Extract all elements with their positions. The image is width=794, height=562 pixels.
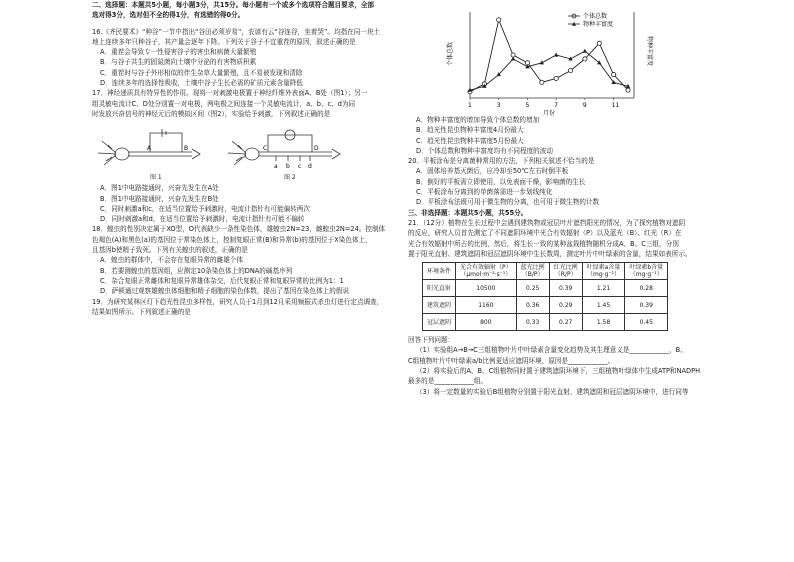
table-row bbox=[423, 297, 668, 314]
option-a: A．物种丰富度的增加导致个体总数的增加 bbox=[416, 116, 540, 124]
data-point bbox=[525, 61, 529, 65]
header-cell: 蓝光比例 （B/P） bbox=[516, 263, 549, 280]
data-point bbox=[583, 57, 587, 61]
label-d: d bbox=[308, 163, 312, 171]
right-column bbox=[408, 0, 768, 397]
header-cell: 叶绿素a含量 （mg·g⁻¹） bbox=[582, 263, 625, 280]
sub-question-1: （1）实验组A→B→C三组植物叶片中叶绿素含量变化趋势及其生理意义是____________，B、 C组植物叶片中叶绿素a/b比例更适应遮阴环境，原因是____________。 bbox=[408, 346, 687, 365]
header-cell: 叶绿素b含量 （mg·g⁻¹） bbox=[625, 263, 668, 280]
table-row bbox=[423, 314, 668, 331]
section2-heading: 二、选择题：本题共5小题，每小题3分，共15分。每小题有一个或多个选项符合题目要求，全部 选对得3分，选对但不全的得1分，有选错的得0分。 bbox=[92, 1, 375, 20]
sub-question-2: （2）将实验后的A、B、C组植物同时置于建筑遮阴环境下，三组植物叶绿体中生成ATP和NADPH 最多的是____________组。 bbox=[408, 367, 701, 386]
line-chart bbox=[448, 6, 668, 118]
table-cell: 0.25 bbox=[516, 280, 549, 297]
option-c: C．杂合复眼正常雌体和复眼异常雄体杂交，后代复眼正常和复眼异常的比例为1：1 bbox=[100, 276, 344, 285]
data-point bbox=[612, 72, 616, 76]
x-tick-label: 5 bbox=[525, 102, 530, 109]
table-cell: 1.58 bbox=[582, 314, 625, 331]
table-cell: 0.39 bbox=[549, 280, 582, 297]
x-tick-label: 7 bbox=[554, 102, 559, 109]
question-19-options bbox=[408, 115, 768, 156]
sub-question-3: （3）将一定数量的实验后B组植物分别置于阳光直射、建筑遮阴和冠层遮阴环境中，进行同等 bbox=[416, 387, 689, 396]
option-a: A．固体培养基灭菌后，应冷却至50℃左右时倒平板 bbox=[416, 167, 569, 176]
data-point bbox=[497, 18, 501, 22]
figure-2-caption: 图 2 bbox=[284, 174, 296, 182]
q19-chart bbox=[408, 0, 768, 115]
table-cell: 冠层遮阴 bbox=[423, 314, 456, 331]
table-cell: 10500 bbox=[456, 280, 517, 297]
legend-label-2: 物种丰富度 bbox=[583, 21, 614, 28]
label-b: b bbox=[286, 163, 290, 171]
option-d: D．个体总数和物种丰富度均有不同程度的波动 bbox=[416, 146, 553, 155]
figure-1-caption: 图 1 bbox=[150, 174, 162, 182]
table-cell: 0.33 bbox=[516, 314, 549, 331]
label-c-upper: C bbox=[263, 145, 268, 153]
table-cell: 1160 bbox=[456, 297, 517, 314]
question-16: 16.《齐民要术》“种谷”一节中指出“谷田必须岁易”，农谚有云“谷连谷，坐着哭”。均指在同一块土 地上连续多年只种谷子，其产量会逐年下降。下列关于谷子不宜重茬的原因，叙述正确的是 A．重茬会导致专一性侵害谷子的害虫和病菌大量繁殖 B．与谷子共生的固氮菌向土壤中分泌的有害物质积累 C．重茬时与谷子外形相似的伴生杂草大量繁殖，且不易被发现和清除 D．连续多年的选择性吸收，土壤中谷子生长必需的矿质元素含量降低 bbox=[92, 27, 392, 89]
option-d: D．萨顿通过观察雄蝗虫体细胞和精子细胞的染色体数，提出了基因在染色体上的假说 bbox=[100, 287, 350, 296]
table-cell: 0.29 bbox=[549, 297, 582, 314]
header-cell: 环境条件 bbox=[423, 263, 456, 280]
table-cell: 0.36 bbox=[516, 297, 549, 314]
label-d-upper: D bbox=[314, 145, 319, 153]
option-b: B．图1中电路接通时，兴奋先发生在B处 bbox=[100, 194, 219, 203]
table-cell: 1.21 bbox=[582, 280, 625, 297]
question-17: 17．神经递质具有特异性的作用。现将一对刺激电极置于神经纤维外表面A、B处（图1）；另一 组灵敏电流计C、D处分别置一对电极，两电极之间连接一个灵敏电流计，a、b、c、d为同 时发放兴奋信号的神经元后的模拟区间（图2），实验给予刺激，下列叙述正确的是 bbox=[92, 89, 368, 118]
option-a: A．蝗虫的群体中，不会存在复眼异常的雌雄个体 bbox=[100, 256, 243, 265]
x-axis-label: 月份 bbox=[543, 110, 556, 117]
neuron-figures bbox=[92, 121, 392, 181]
header-cell: 红光比例 （R/P） bbox=[549, 263, 582, 280]
option-b: B．与谷子共生的固氮菌向土壤中分泌的有害物质积累 bbox=[100, 58, 257, 67]
option-b: B．趋光性昆虫物种丰富度4月份最大 bbox=[416, 126, 524, 135]
data-point bbox=[583, 49, 587, 53]
table-cell: 建筑遮阴 bbox=[423, 297, 456, 314]
series-line-2 bbox=[470, 51, 628, 90]
option-a: A．图1中电路接通时，兴奋先发生在A处 bbox=[100, 184, 219, 193]
data-point bbox=[540, 80, 544, 84]
label-a: a bbox=[274, 163, 278, 171]
answer-prompt: 回答下列问题： bbox=[408, 336, 455, 345]
data-point bbox=[597, 41, 601, 45]
data-point bbox=[554, 76, 558, 80]
option-c: C．重茬时与谷子外形相似的伴生杂草大量繁殖，且不易被发现和清除 bbox=[100, 68, 303, 77]
label-a-upper: A bbox=[147, 145, 152, 153]
option-b: B．若要测蝗虫的基因组，应测定10条染色体上的DNA的碱基序列 bbox=[100, 266, 293, 275]
data-point bbox=[554, 53, 558, 57]
x-tick-label: 1 bbox=[468, 102, 472, 109]
option-c: C．平板涂布分离到的单菌落需进一步划线纯化 bbox=[416, 188, 553, 197]
left-column bbox=[92, 0, 392, 317]
option-d: D．同时刺激a和d，在适当位置给予刺激时，电流计指针有可能不偏转 bbox=[100, 215, 305, 224]
y-axis-right-label: 物种丰富度 bbox=[646, 36, 653, 67]
series-line-1 bbox=[470, 20, 628, 92]
table-cell: 0.45 bbox=[625, 314, 668, 331]
table-cell: 1.45 bbox=[582, 297, 625, 314]
data-point bbox=[511, 53, 515, 57]
question-20: 20．平板涂布是分离菌种常用的方法，下列相关叙述不恰当的是 A．固体培养基灭菌后，应冷却至50℃左右时倒平板 B．倒好的平板需立即使用，以免表面干燥，影响菌的生长 C．平板涂布分离到的单菌落需进一步划线纯化 D．平板涂布法既可用于微生物的分离，也可用于微生物的计数 bbox=[408, 156, 768, 207]
x-tick-label: 11 bbox=[611, 102, 620, 109]
table-header-row bbox=[423, 263, 668, 280]
option-d: D．平板涂布法既可用于微生物的分离，也可用于微生物的计数 bbox=[416, 198, 600, 207]
question-19: 19．为研究某林区灯下趋光性昆虫多样性，研究人员于1月到12月采用频振式杀虫灯进行定点调查， 结果如图所示。下列叙述正确的是 bbox=[92, 297, 384, 316]
data-table bbox=[422, 262, 668, 331]
x-tick-label: 9 bbox=[582, 102, 587, 109]
table-cell: 0.39 bbox=[625, 297, 668, 314]
option-b: B．倒好的平板需立即使用，以免表面干燥，影响菌的生长 bbox=[416, 177, 586, 186]
question-21: 21．（12分）植物在生长过程中会遇到建筑物或冠层叶片遮挡阳光的情况，为了探究植物对遮阴 的反应，研究人员首先测定了不同遮阴环境中光合有效辐射（P）以及蓝光（B）、红光（R）在 光合有效辐射中所占的比例，然后，将生长一致的某种盆栽植物随机分成A、B、C三组，分别 置于阳光直射、建筑遮阴和冠层遮阴环境中生长数周，测定叶片中叶绿素的含量，结果如表所示。 bbox=[408, 218, 692, 258]
neuron-diagram bbox=[92, 121, 392, 181]
table-cell: 800 bbox=[456, 314, 517, 331]
option-a: A．重茬会导致专一性侵害谷子的害虫和病菌大量繁殖 bbox=[100, 48, 257, 57]
option-d: D．连续多年的选择性吸收，土壤中谷子生长必需的矿质元素含量降低 bbox=[100, 79, 303, 88]
label-c: c bbox=[298, 163, 302, 171]
question-17-options bbox=[92, 183, 392, 224]
option-c: C．同时刺激a和c，在适当位置给予刺激时，电流计指针有可能偏转两次 bbox=[100, 204, 311, 213]
legend-label-1: 个体总数 bbox=[583, 13, 608, 20]
section3-heading: 三、非选择题：本题共5小题，共55分。 bbox=[408, 208, 528, 217]
x-tick-label: 3 bbox=[496, 102, 501, 109]
label-b-upper: B bbox=[184, 145, 189, 153]
question-18: 18．蝗虫的性别决定属于XO型，O代表缺少一条性染色体，雄蝗虫2N=23，雌蝗虫2N=24。控制体 色褐色(A)和黑色(a)的基因位于常染色体上，控制复眼正常(B)和异常(b)的基因位于X染色体上， 且基因b使精子致死。下列有关蝗虫的叙述，正确的是 A．蝗虫的群体中，不会存在复眼异常的雌雄个体 B．若要测蝗虫的基因组，应测定10条染色体上的DNA的碱基序列 C．杂合复眼正常雌体和复眼异常雄体杂交，后代复眼正常和复眼异常的比例为1：1 D．萨顿通过观察雄蝗虫体细胞和精子细胞的染色体数，提出了基因在染色体上的假说 bbox=[92, 224, 392, 296]
table-cell: 0.27 bbox=[549, 314, 582, 331]
header-cell: 光合有效辐射（P） （μmol·m⁻²·s⁻¹） bbox=[456, 263, 517, 280]
option-c: C．趋光性昆虫物种丰富度5月份最大 bbox=[416, 136, 524, 145]
table-cell: 阳光直射 bbox=[423, 280, 456, 297]
table-cell: 0.28 bbox=[625, 280, 668, 297]
data-point bbox=[511, 57, 515, 61]
table-row bbox=[423, 280, 668, 297]
data-point bbox=[568, 69, 572, 73]
data-point bbox=[626, 88, 630, 92]
y-axis-left-label: 个体总数 bbox=[447, 41, 454, 66]
